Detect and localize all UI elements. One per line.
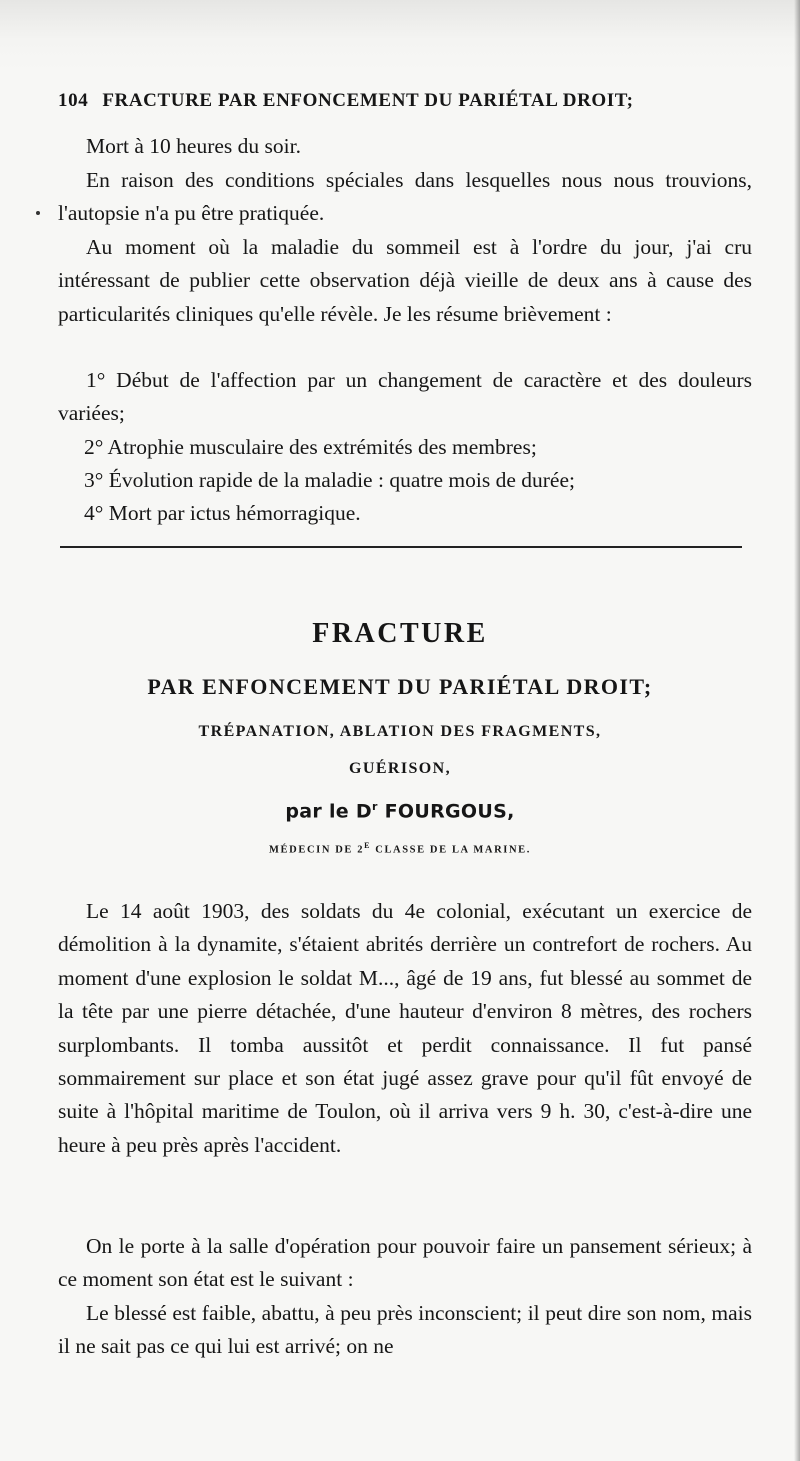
page-edge-shadow	[794, 0, 800, 1461]
paragraph-summary-intro: Au moment où la maladie du sommeil est à l'ordre du jour, j'ai cru intéressant de publier cette observation déjà vieille de deux ans à cause des particularités cliniques qu'elle révèle. Je les résume brièvement :	[58, 235, 752, 326]
summary-item-3: 3° Évolution rapide de la maladie : quatre mois de durée;	[84, 468, 575, 492]
author-name: FOURGOUS,	[377, 800, 515, 823]
summary-item-2: 2° Atrophie musculaire des extrémités des membres;	[84, 435, 537, 459]
article-subtitle: TRÉPANATION, ABLATION DES FRAGMENTS,	[198, 723, 602, 740]
page-number: 104	[58, 90, 89, 111]
section-divider	[60, 546, 742, 548]
paragraph-operating-room: On le porte à la salle d'opération pour pouvoir faire un pansement sérieux; à ce moment son état est le suivant :	[58, 1234, 752, 1292]
article-title: FRACTURE	[312, 618, 488, 649]
author-rank	[0, 841, 800, 856]
summary-item-4: 4° Mort par ictus hémorragique.	[84, 501, 361, 525]
margin-speck	[36, 211, 40, 215]
article-author	[0, 800, 800, 822]
article-title-line-2: PAR ENFONCEMENT DU PARIÉTAL DROIT;	[147, 674, 653, 699]
rank-after: CLASSE DE LA MARINE.	[371, 844, 531, 856]
paragraph-death-time: Mort à 10 heures du soir.	[86, 134, 301, 158]
paragraph-accident: Le 14 août 1903, des soldats du 4e colonial, exécutant un exercice de démolition à la dynamite, s'étaient abrités derrière un contrefort de rochers. Au moment d'une explosion le soldat M..., âgé de 19 ans, fut blessé au sommet de la tête par une pierre détachée, d'une hauteur d'environ 8 mètres, des rochers surplombants. Il tomba aussitôt et perdit connaissance. Il fut pansé sommairement sur place et son état jugé assez grave pour qu'il fût envoyé de suite à l'hôpital maritime de Toulon, où il arriva vers 9 h. 30, c'est-à-dire une heure à peu près après l'accident.	[58, 899, 752, 1157]
rank-before: MÉDECIN DE 2	[269, 844, 365, 856]
paragraph-autopsy: En raison des conditions spéciales dans lesquelles nous nous trouvions, l'autopsie n'a pu être pratiquée.	[58, 168, 752, 226]
rank-sup: E	[364, 841, 372, 850]
summary-item-1: 1° Début de l'affection par un changement de caractère et des douleurs variées;	[58, 368, 752, 426]
running-header	[58, 90, 758, 112]
article-subtitle-line-2: GUÉRISON,	[349, 760, 451, 777]
paragraph-patient-state: Le blessé est faible, abattu, à peu près inconscient; il peut dire son nom, mais il ne sait pas ce qui lui est arrivé; on ne	[58, 1301, 752, 1359]
running-title: FRACTURE PAR ENFONCEMENT DU PARIÉTAL DROIT;	[102, 90, 634, 111]
author-prefix: par le D	[285, 800, 372, 823]
author-prefix-sup: r	[371, 800, 378, 813]
